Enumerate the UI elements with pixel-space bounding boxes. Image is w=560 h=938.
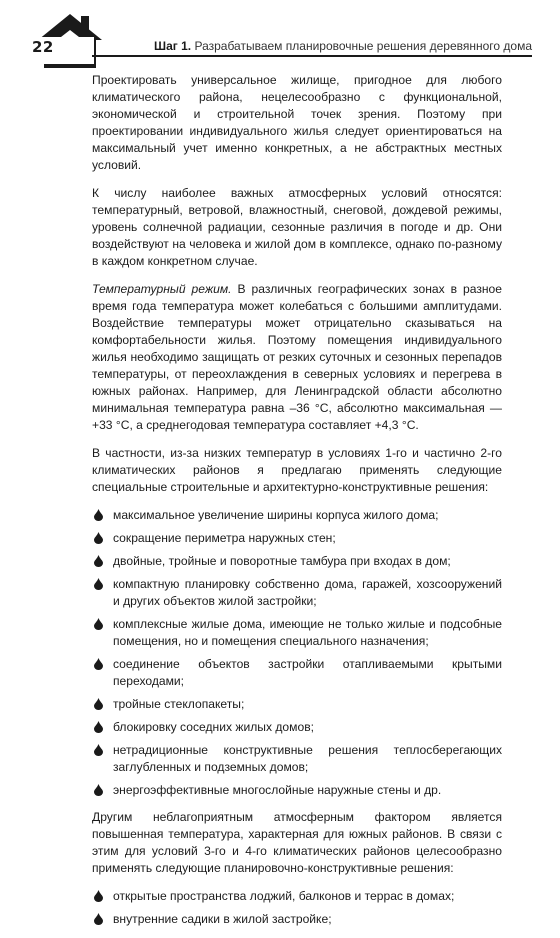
list-item: нетрадиционные конструктивные решения теплосберегающих заглубленных и подземных домов; [92, 742, 502, 776]
list-item: максимальное увеличение ширины корпуса жилого дома; [92, 507, 502, 524]
bullet-icon [94, 784, 103, 796]
bullet-icon [94, 698, 103, 710]
bullet-icon [94, 509, 103, 521]
paragraph-3-lead: Температурный режим. [92, 282, 232, 296]
list-item: двойные, тройные и поворотные тамбура при входах в дом; [92, 553, 502, 570]
running-head-title: Разрабатываем планировочные решения деревянного дома [194, 39, 532, 53]
list-item: внутренние садики в жилой застройке; [92, 911, 502, 928]
bullet-icon [94, 913, 103, 925]
bullet-icon [94, 658, 103, 670]
paragraph-3-text: В различных географических зонах в разное время года температура может колебаться с большими амплитудами. Воздействие температуры может отрицательно сказываться на комфортабельности жилья. Поэтому помещения индивидуального жилья необходимо защищать от резких суточных и сезонных перепадов температуры, от переохлаждения в северных условиях и перегрева в южных районах. Например, для Ленинградской области абсолютно минимальная температура равна –36 °С, абсолютно максимальная — +33 °С, а среднегодовая температура составляет +4,3 °С. [92, 282, 502, 432]
bullet-icon [94, 721, 103, 733]
list-item: энергоэффективные многослойные наружные стены и др. [92, 782, 502, 799]
running-head-step: Шаг 1. [154, 39, 192, 53]
bullet-icon [94, 618, 103, 630]
list-item: сокращение периметра наружных стен; [92, 530, 502, 547]
bullet-icon [94, 744, 103, 756]
page-header [0, 0, 560, 70]
list-item: соединение объектов застройки отапливаемыми крытыми переходами; [92, 656, 502, 690]
bullet-icon [94, 890, 103, 902]
list-item: тройные стеклопакеты; [92, 696, 502, 713]
bullet-list-1 [92, 507, 502, 799]
list-item: открытые пространства лоджий, балконов и террас в домах; [92, 888, 502, 905]
list-item: блокировку соседних жилых домов; [92, 719, 502, 736]
header-rule [92, 55, 532, 57]
paragraph-4: В частности, из-за низких температур в условиях 1-го и частично 2-го климатических районов я предлагаю применять следующие специальные строительные и архитектурно-конструктивные решения: [92, 446, 502, 494]
bullet-icon [94, 578, 103, 590]
paragraph-2: К числу наиболее важных атмосферных условий относятся: температурный, ветровой, влажностный, снеговой, дождевой режимы, уровень солнечной радиации, сезонные различия в погоде и др. Они воздействуют на человека и жилой дом в комплексе, однако по-разному в каждом конкретном случае. [92, 186, 502, 268]
running-head [154, 39, 532, 53]
bullet-icon [94, 532, 103, 544]
bullet-icon [94, 555, 103, 567]
page-body [92, 72, 502, 938]
list-item: компактную планировку собственно дома, гаражей, хозсооружений и других объектов жилой застройки; [92, 576, 502, 610]
paragraph-5: Другим неблагоприятным атмосферным фактором является повышенная температура, характерная для южных районов. В связи с этим для условий 3-го и 4-го климатических районов целесообразно применять следующие планировочно-конструктивные решения: [92, 810, 502, 875]
paragraph-3 [92, 281, 502, 434]
bullet-list-2 [92, 888, 502, 928]
paragraph-1: Проектировать универсальное жилище, пригодное для любого климатического района, нецелесообразно с функциональной, экономической и строительной точек зрения. Поэтому при проектировании индивидуального жилья следует ориентироваться на максимальный учет именно конкретных, а не абстрактных местных условий. [92, 73, 502, 172]
page-number: 22 [32, 38, 54, 56]
list-item: комплексные жилые дома, имеющие не только жилые и подсобные помещения, но и помещения специального назначения; [92, 616, 502, 650]
